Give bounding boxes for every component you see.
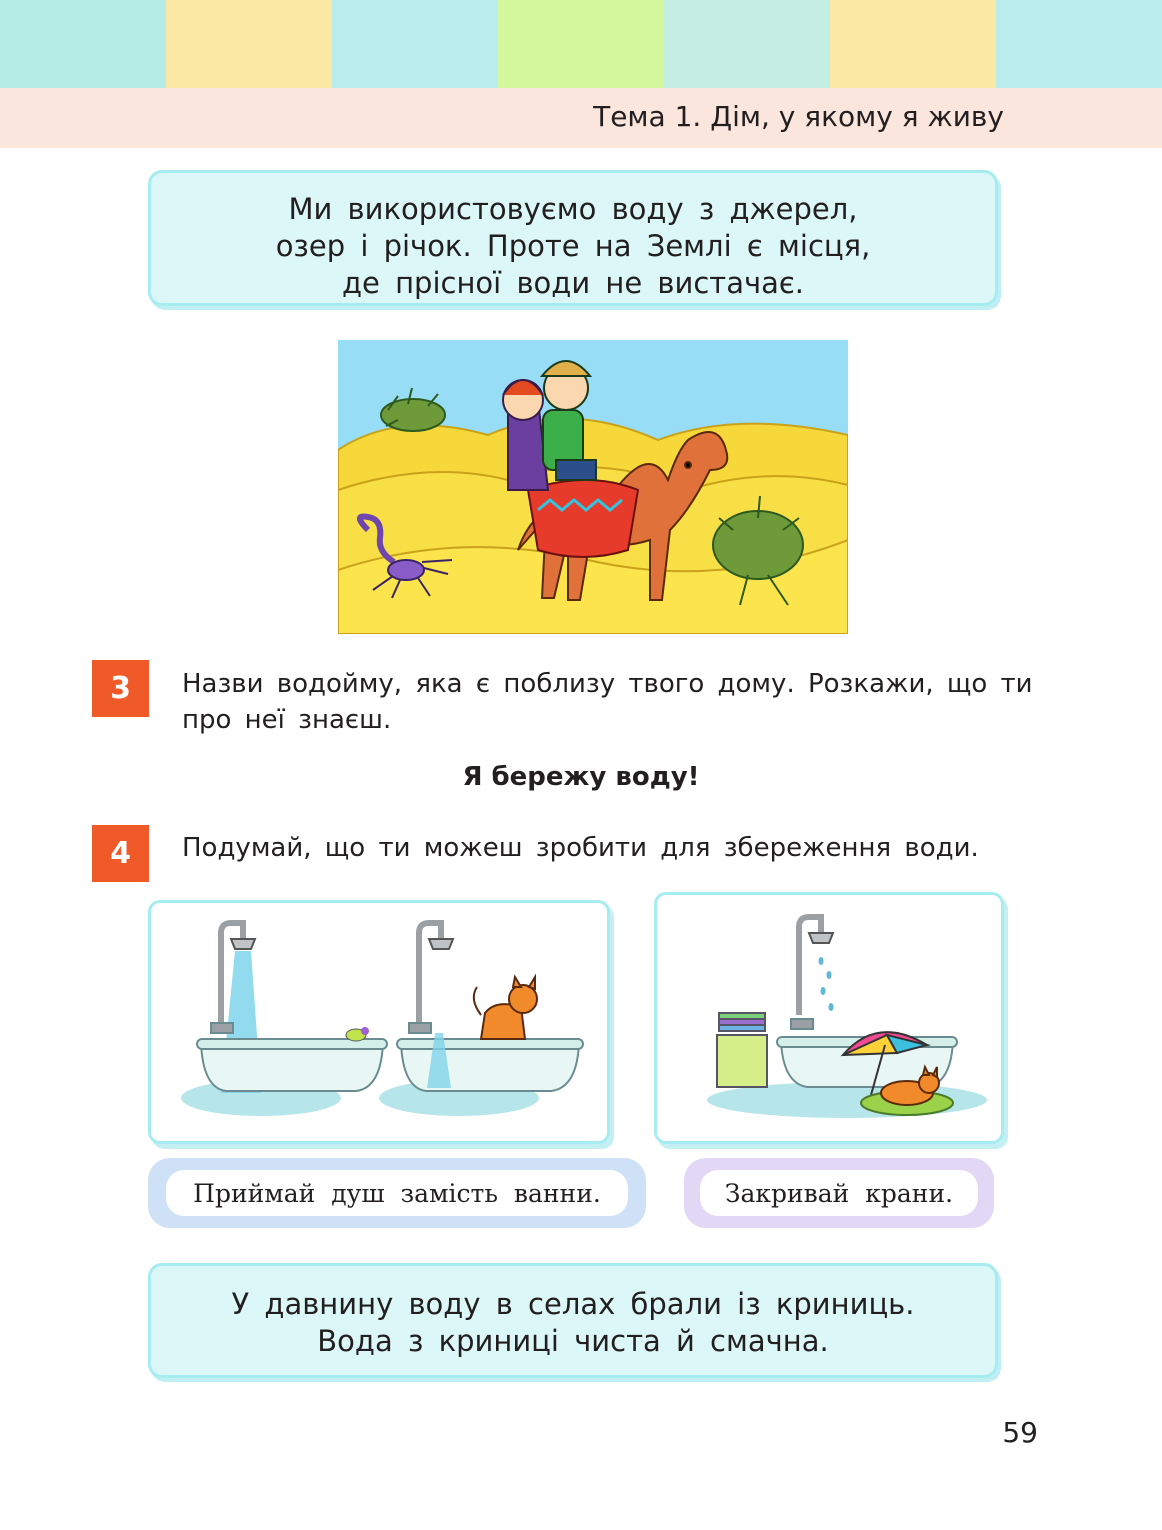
stripe (0, 0, 166, 88)
stripe (996, 0, 1162, 88)
shower-icon (799, 917, 833, 1015)
stripe (332, 0, 498, 88)
desert-camel-illustration (338, 340, 848, 634)
section-subheading: Я бережу воду! (462, 762, 700, 792)
caption-taps-text: Закривай крани. (700, 1170, 978, 1216)
stripe (166, 0, 332, 88)
task-number-badge: 4 (92, 825, 149, 882)
shower-vs-bath-illustration (151, 903, 607, 1141)
info-line: де прісної води не вистачає. (341, 266, 805, 300)
info-line: озер і річок. Проте на Землі є місця, (275, 229, 871, 263)
topic-title: Тема 1. Дім, у якому я живу (593, 100, 1004, 133)
task-number-badge: 3 (92, 660, 149, 717)
page-number: 59 (1002, 1416, 1038, 1449)
task-3-line: Назви водойму, яка є поблизу твого дому. Розкажи, що ти (182, 669, 1033, 699)
info-line: Вода з криниці чиста й смачна. (317, 1324, 829, 1358)
task-3-line: про неї знаєш. (182, 705, 392, 735)
header-color-stripes (0, 0, 1162, 88)
water-drops (819, 957, 834, 1011)
shower-vs-bath-picture (148, 900, 610, 1144)
rider-girl-icon (503, 380, 548, 490)
stripe (664, 0, 830, 88)
caption-shower (148, 1158, 646, 1228)
caption-shower-text: Приймай душ замість ванни. (166, 1170, 628, 1216)
info-box-top (148, 170, 998, 306)
dripping-tap-illustration (657, 895, 1001, 1141)
task-4-text: Подумай, що ти можеш зробити для збереження води. (182, 833, 979, 863)
cabinet-icon (717, 1013, 767, 1087)
cat-icon (474, 977, 537, 1039)
stripe (498, 0, 664, 88)
saddle-blanket (528, 480, 638, 557)
info-line: Ми використовуємо воду з джерел, (288, 192, 858, 226)
info-box-bottom (148, 1263, 998, 1378)
caption-taps (684, 1158, 994, 1228)
dripping-tap-picture (654, 892, 1004, 1144)
task-3-text (182, 666, 1033, 738)
stripe (830, 0, 996, 88)
shower-icon (419, 923, 453, 1023)
info-line: У давнину воду в селах брали із криниць. (231, 1287, 915, 1321)
